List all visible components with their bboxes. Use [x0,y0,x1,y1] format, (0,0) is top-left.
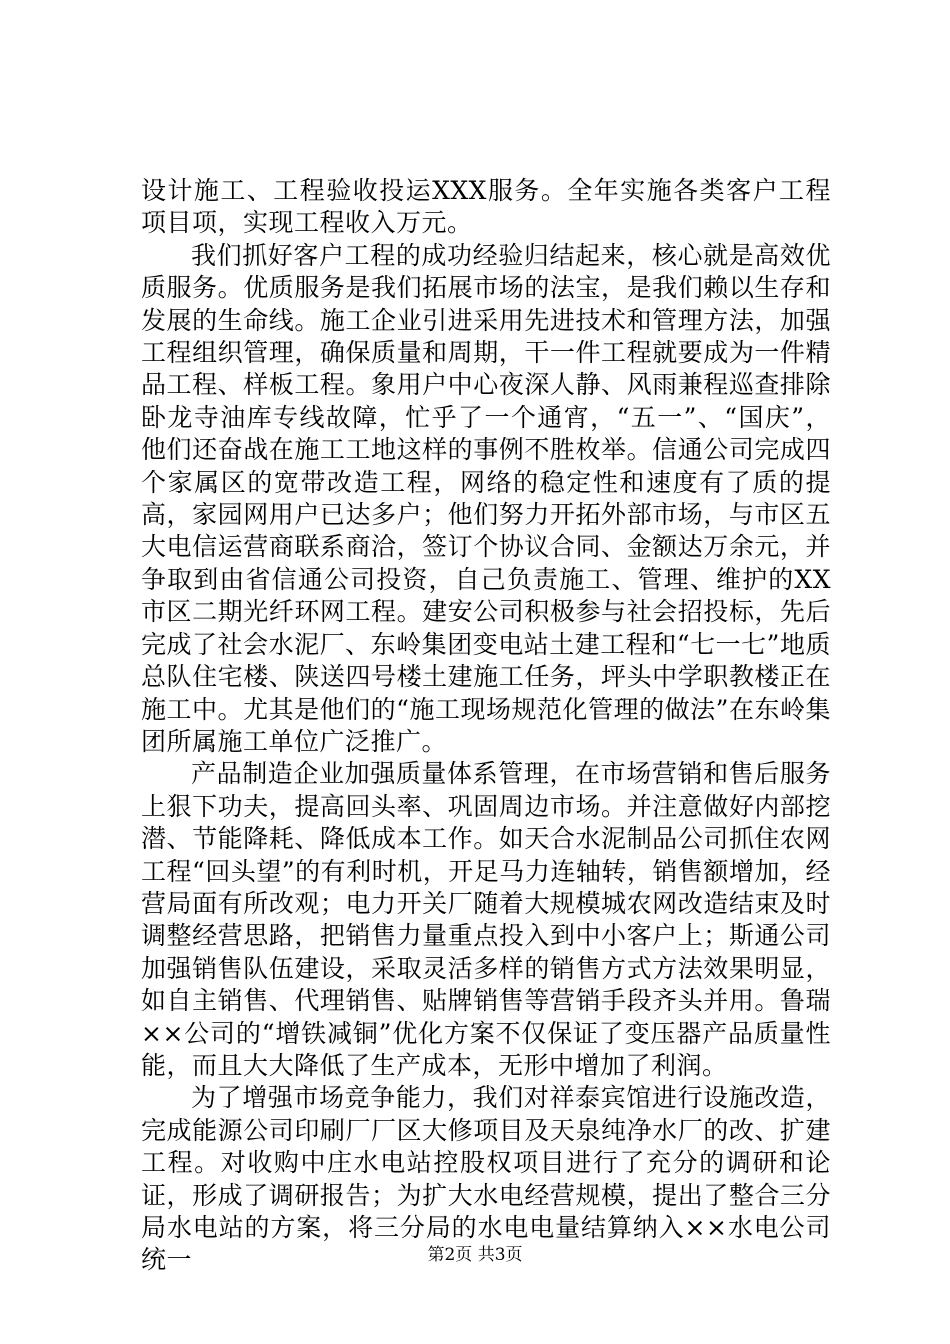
paragraph-1: 设计施工、工程验收投运XXX服务。全年实施各类客户工程项目项，实现工程收入万元。 [141,176,831,238]
paragraph-4: 为了增强市场竞争能力，我们对祥泰宾馆进行设施改造，完成能源公司印刷厂厂区大修项目及天泉纯净水厂的改、扩建工程。对收购中庄水电站控股权项目进行了充分的调研和论证，形成了调研报告；为扩大水电经营规模，提出了整合三分局水电站的方案，将三分局的水电电量结算纳入××水电公司统一 [141,1083,831,1275]
page-number-footer: 第2页 共3页 [427,1245,523,1265]
paragraph-2: 我们抓好客户工程的成功经验归结起来，核心就是高效优质服务。优质服务是我们拓展市场的法宝，是我们赖以生存和发展的生命线。施工企业引进采用先进技术和管理方法，加强工程组织管理，确保质量和周期，干一件工程就要成为一件精品工程、样板工程。象用户中心夜深人静、风雨兼程巡查排除卧龙寺油库专线故障，忙乎了一个通宵，“五一”、“国庆”，他们还奋战在施工工地这样的事例不胜枚举。信通公司完成四个家属区的宽带改造工程，网络的稳定性和速度有了质的提高，家园网用户已达多户；他们努力开拓外部市场，与市区五大电信运营商联系商洽，签订个协议合同、金额达万余元，并争取到由省信通公司投资，自己负责施工、管理、维护的XX市区二期光纤环网工程。建安公司积极参与社会招投标，先后完成了社会水泥厂、东岭集团变电站土建工程和“七一七”地质总队住宅楼、陕送四号楼土建施工任务，坪头中学职教楼正在施工中。尤其是他们的“施工现场规范化管理的做法”在东岭集团所属施工单位广泛推广。 [141,240,831,756]
document-body [141,175,831,1277]
paragraph-3: 产品制造企业加强质量体系管理，在市场营销和售后服务上狠下功夫，提高回头率、巩固周边市场。并注意做好内部挖潜、节能降耗、降低成本工作。如天合水泥制品公司抓住农网工程“回头望”的有利时机，开足马力连轴转，销售额增加，经营局面有所改观；电力开关厂随着大规模城农网改造结束及时调整经营思路，把销售力量重点投入到中小客户上；斯通公司加强销售队伍建设，采取灵活多样的销售方式方法效果明显，如自主销售、代理销售、贴牌销售等营销手段齐头并用。鲁瑞××公司的“增铁减铜”优化方案不仅保证了变压器产品质量性能，而且大大降低了生产成本，无形中增加了利润。 [141,759,831,1080]
